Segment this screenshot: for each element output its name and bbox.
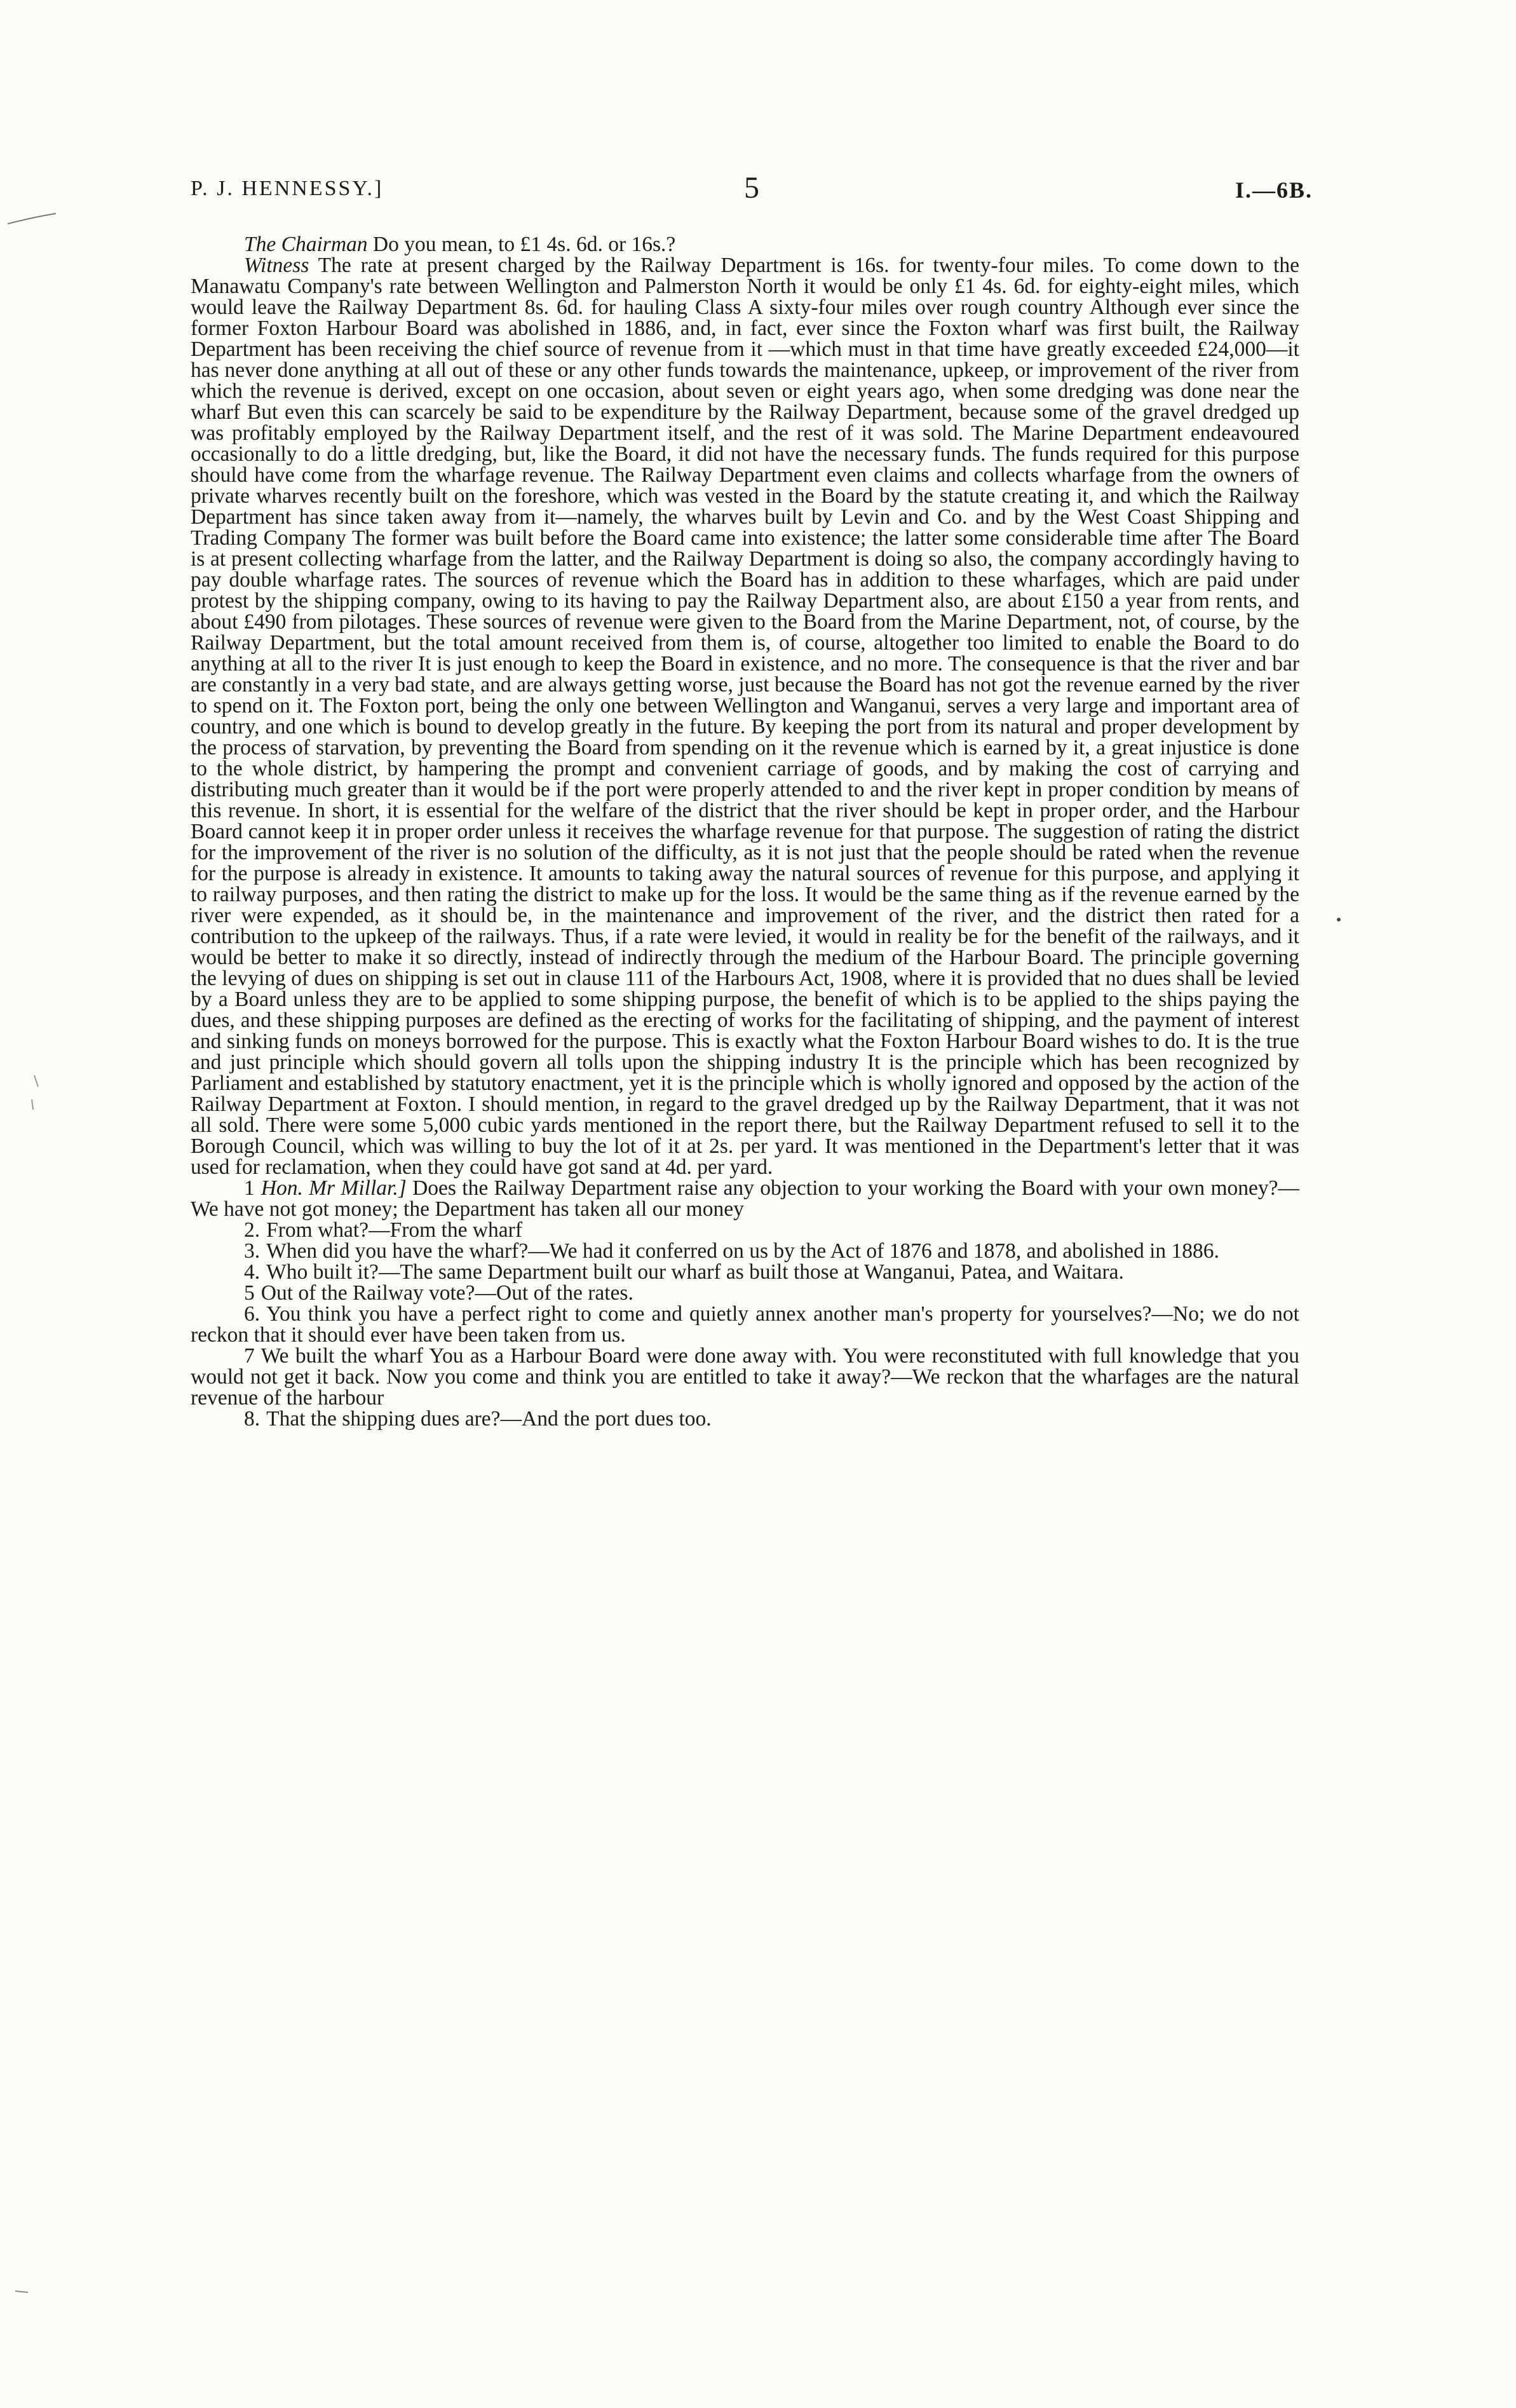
question-number: 2. (244, 1218, 261, 1242)
question-text: Does the Railway Department raise any objection to your working the Board with your own money?—We have not got money; the Department has taken all our money (191, 1176, 1300, 1221)
question-6 (191, 1303, 1299, 1345)
speaker-label: The Chairman (244, 233, 368, 256)
scan-mark-icon (25, 1074, 44, 1112)
question-5 (191, 1282, 1299, 1303)
speaker-label: Hon. Mr Millar.] (261, 1176, 407, 1200)
question-1 (191, 1178, 1299, 1220)
scan-mark-icon (6, 210, 57, 229)
witness-statement (191, 255, 1299, 1178)
question-text: You think you have a perfect right to come and quietly annex another man's property for yourselves?—No; we do not reckon that it should ever have been taken from us. (191, 1302, 1299, 1347)
question-number: 8. (244, 1407, 261, 1431)
header-witness-name: P. J. HENNESSY.] (191, 177, 384, 200)
question-number: 5 (244, 1281, 255, 1305)
question-text: Out of the Railway vote?—Out of the rates. (261, 1281, 633, 1305)
page-number: 5 (744, 171, 759, 205)
paper-reference: I.—6B. (1235, 177, 1313, 203)
question-3 (191, 1241, 1299, 1262)
question-number: 4. (244, 1260, 261, 1284)
question-number: 3. (244, 1239, 261, 1263)
paragraph-text: The rate at present charged by the Railway Department is 16s. for twenty-four miles. To come down to the Manawatu Company's rate between Wellington and Palmerston North it would be only £1 4s. 6d. for eighty-eight miles, which would leave the Railway Department 8s. 6d. for hauling Class A sixty-four miles over rough country Although ever since the former Foxton Harbour Board was abolished in 1886, and, in fact, ever since the Foxton wharf was first built, the Railway Department has been receiving the chief source of revenue from it —which must in that time have greatly exceeded £24,000—it has never done anything at all out of these or any other funds towards the maintenance, upkeep, or improvement of the river from which the revenue is derived, except on one occasion, about seven or eight years ago, when some dredging was done near the wharf But even this can scarcely be said to be expenditure by the Railway Department, because some of the gravel dredged up was profitably employed by the Railway Department itself, and the rest of it was sold. The Marine Department endeavoured occasionally to do a little dredging, but, like the Board, it did not have the necessary funds. The funds required for this purpose should have come from the wharfage revenue. The Railway Department even claims and collects wharfage from the owners of private wharves recently built on the foreshore, which was vested in the Board by the statute creating it, and which the Railway Department has since taken away from it—namely, the wharves built by Levin and Co. and by the West Coast Shipping and Trading Company The former was built before the Board came into existence; the latter some considerable time after The Board is at present collecting wharfage from the latter, and the Railway Department is doing so also, the company accordingly having to pay double wharfage rates. The sources of revenue which the Board has in addition to these wharfages, which are paid under protest by the shipping company, owing to its having to pay the Railway Department also, are about £150 a year from rents, and about £490 from pilotages. These sources of revenue were given to the Board from the Marine Department, not, of course, by the Railway Department, but the total amount received from them is, of course, altogether too limited to enable the Board to do anything at all to the river It is just enough to keep the Board in existence, and no more. The consequence is that the river and bar are constantly in a very bad state, and are always getting worse, just because the Board has not got the revenue earned by the river to spend on it. The Foxton port, being the only one between Wellington and Wanganui, serves a very large and important area of country, and one which is bound to develop greatly in the future. By keeping the port from its natural and proper development by the process of starvation, by preventing the Board from spending on it the revenue which is earned by it, a great injustice is done to the whole district, by hampering the prompt and convenient carriage of goods, and by making the cost of carrying and distributing much greater than it would be if the port were properly attended to and the river kept in proper condition by means of this revenue. In short, it is essential for the welfare of the district that the river should be kept in proper order, and the Harbour Board cannot keep it in proper order unless it receives the wharfage revenue for that purpose. The suggestion of rating the district for the improvement of the river is no solution of the difficulty, as it is not just that the people should be rated when the revenue for the purpose is already in existence. It amounts to taking away the natural sources of revenue for this purpose, and applying it to railway purposes, and then rating the district to make up for the loss. It would be the same thing as if the revenue earned by the river were expended, as it should be, in the maintenance and improvement of the river, and the district then rated for a contribution to the upkeep of the railways. Thus, if a rate were levied, it would in reality be for the benefit of the railways, and it would be better to make it so directly, instead of indirectly through the medium of the Harbour Board. The principle governing the levying of dues on shipping is set out in clause 111 of the Harbours Act, 1908, where it is provided that no dues shall be levied by a Board unless they are to be applied to some shipping purpose, the benefit of which is to be applied to the ships paying the dues, and these shipping purposes are defined as the erecting of works for the facilitating of shipping, and the payment of interest and sinking funds on moneys borrowed for the purpose. This is exactly what the Foxton Harbour Board wishes to do. It is the true and just principle which should govern all tolls upon the shipping industry It is the principle which has been recognized by Parliament and established by statutory enactment, yet it is the principle which is wholly ignored and opposed by the action of the Railway Department at Foxton. I should mention, in regard to the gravel dredged up by the Railway Department, that it was not all sold. There were some 5,000 cubic yards mentioned in the report there, but the Railway Department refused to sell it to the Borough Council, which was willing to buy the lot of it at 2s. per yard. It was mentioned in the Department's letter that it was used for reclamation, when they could have got sand at 4d. per yard. (191, 254, 1299, 1179)
question-8 (191, 1408, 1299, 1429)
question-7 (191, 1345, 1299, 1408)
question-text: When did you have the wharf?—We had it conferred on us by the Act of 1876 and 1878, and abolished in 1886. (266, 1239, 1219, 1263)
chairman-question (191, 234, 1299, 255)
scan-dot-icon (1334, 915, 1343, 924)
question-4 (191, 1262, 1299, 1282)
question-text: Who built it?—The same Department built our wharf as built those at Wanganui, Patea, and Waitara. (266, 1260, 1124, 1284)
paragraph-text: Do you mean, to £1 4s. 6d. or 16s.? (372, 233, 676, 256)
speaker-label: Witness (244, 254, 309, 277)
testimony-body (191, 234, 1299, 1429)
question-2 (191, 1220, 1299, 1241)
question-text: From what?—From the wharf (266, 1218, 522, 1242)
question-text: That the shipping dues are?—And the port dues too. (266, 1407, 712, 1431)
question-text: We built the wharf You as a Harbour Board were done away with. You were reconstituted with full knowledge that you would not get it back. Now you come and think you are entitled to take it away?—We reckon that the wharfages are the natural revenue of the harbour (191, 1344, 1299, 1410)
question-number: 7 (244, 1344, 255, 1368)
page-header (191, 171, 1313, 215)
scan-mark-icon (13, 2285, 32, 2297)
question-number: 1 (244, 1176, 255, 1200)
question-number: 6. (244, 1302, 261, 1326)
